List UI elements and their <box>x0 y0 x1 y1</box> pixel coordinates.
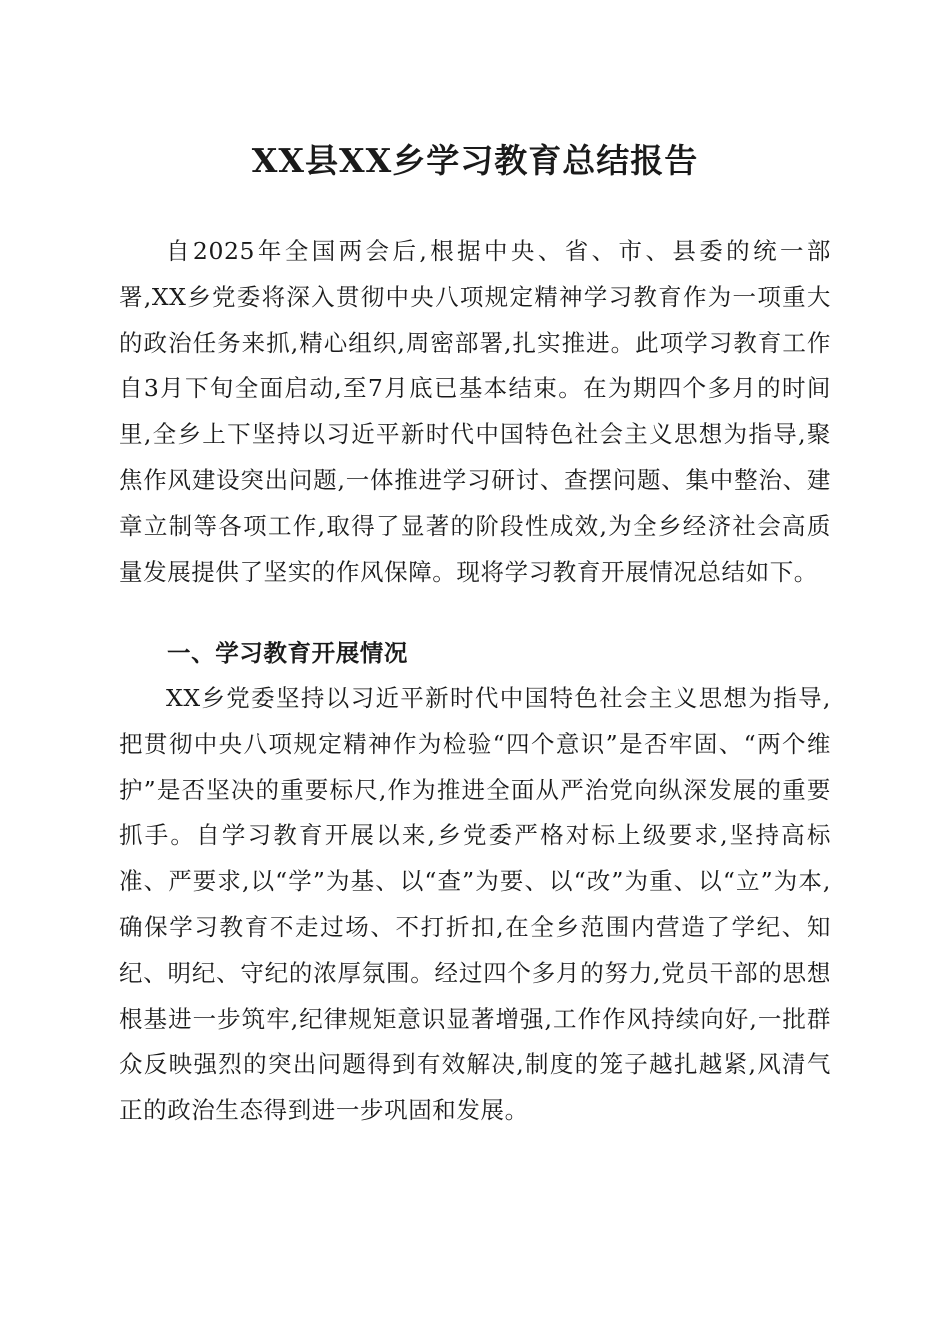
intro-paragraph: 自2025年全国两会后,根据中央、省、市、县委的统一部署,XX乡党委将深入贯彻中央八项规定精神学习教育作为一项重大的政治任务来抓,精心组织,周密部署,扎实推进。此项学习教育工作自3月下旬全面启动,至7月底已基本结束。在为期四个多月的时间里,全乡上下坚持以习近平新时代中国特色社会主义思想为指导,聚焦作风建设突出问题,一体推进学习研讨、查摆问题、集中整治、建章立制等各项工作,取得了显著的阶段性成效,为全乡经济社会高质量发展提供了坚实的作风保障。现将学习教育开展情况总结如下。 <box>119 237 831 586</box>
section-paragraph: XX乡党委坚持以习近平新时代中国特色社会主义思想为指导,把贯彻中央八项规定精神作为检验“四个意识”是否牢固、“两个维护”是否坚决的重要标尺,作为推进全面从严治党向纵深发展的重要抓手。自学习教育开展以来,乡党委严格对标上级要求,坚持高标准、严要求,以“学”为基、以“查”为要、以“改”为重、以“立”为本,确保学习教育不走过场、不打折扣,在全乡范围内营造了学纪、知纪、明纪、守纪的浓厚氛围。经过四个多月的努力,党员干部的思想根基进一步筑牢,纪律规矩意识显著增强,工作作风持续向好,一批群众反映强烈的突出问题得到有效解决,制度的笼子越扎越紧,风清气正的政治生态得到进一步巩固和发展。 <box>119 684 832 1125</box>
section-heading: 一、学习教育开展情况 <box>167 639 408 667</box>
document-title: XX县XX乡学习教育总结报告 <box>251 141 699 180</box>
